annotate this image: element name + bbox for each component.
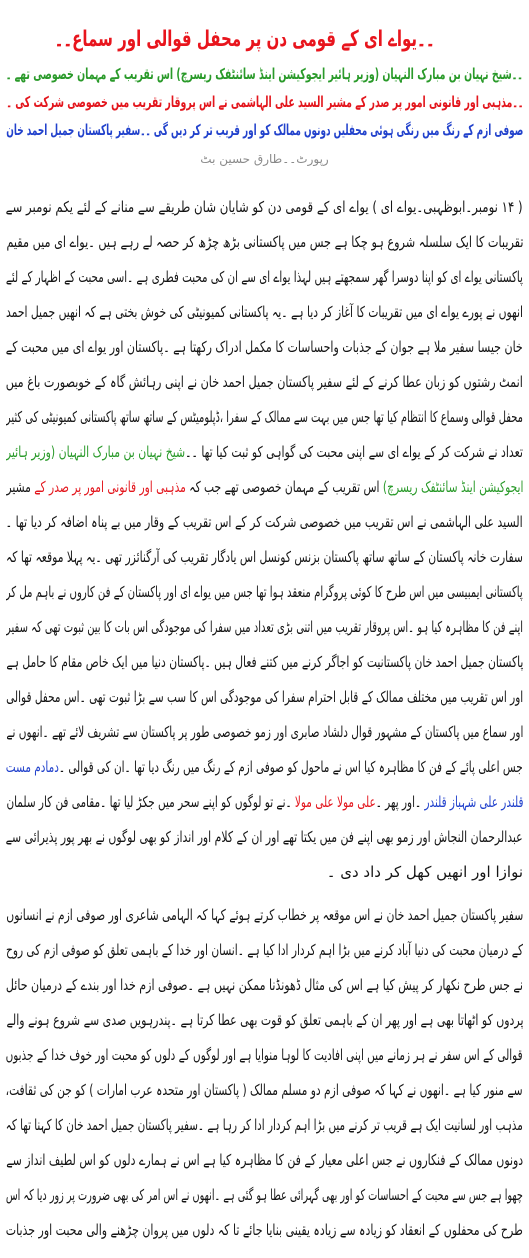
line-text: چھوا ہے جس سے محبت کے احساسات کو اور بھی گہرائی عطا ہو گئی ہے ۔انھوں نے اس امر کی بھی ضرورت پر زور دیا کہ اس — [6, 1186, 523, 1204]
line-text: پاکستانی یواے ای کو اپنا دوسرا گھر سمجھتے ہیں لہذا یواے ای سے ان کی محبت فطری ہے ۔اسی محبت کے اظہار کے لئے — [6, 268, 523, 286]
article-line — [6, 330, 523, 365]
line-segment: مشیر — [6, 478, 34, 496]
line-text: پاکستانی ایمبیسی میں اس طرح کا کوئی پروگرام منعقد ہوا تھا جس میں یواے ای اور پاکستان کے فن کاروں نے باہم مل کر — [6, 583, 523, 601]
article-line — [6, 400, 523, 435]
paragraph — [6, 190, 523, 890]
line-text: پردوں کو اٹھاتا بھی ہے اور پھر ان کے باہمی تعلق کو قوت بھی عطا کرتا ہے ۔پندرہویں صدی سے شروع ہونے والے — [6, 1011, 523, 1029]
line-text: انمٹ رشتوں کو زبان عطا کرنے کے لئے سفیر پاکستان جمیل احمد خان نے اپنی رہائش گاہ کے خوبصورت باغ میں — [6, 373, 523, 391]
article-line — [6, 855, 523, 890]
line-text: طرح کی محفلوں کے انعقاد کو زیادہ سے زیادہ یقینی بنایا جائے تا کہ دلوں میں پروان چڑھنے والی محبت اور جذبات — [6, 1221, 523, 1239]
article-line — [6, 610, 523, 645]
article-line — [6, 540, 523, 575]
highlighted-qawwali: علی مولا علی مولا — [294, 793, 376, 811]
line-text: محفل قوالی وسماع کا انتظام کیا تھا جس میں بہت سے ممالک کے سفرا ،ڈپلومیٹس کے ساتھ ساتھ پاکستانی کمیونیٹی کی کثیر — [6, 408, 523, 426]
line-segment: تعداد نے شرکت کر کے یواے ای سے اپنی محبت کی گواہی کو ثبت کیا تھا ۔۔ — [185, 443, 523, 461]
subheadline-text: صوفی ازم کے رنگ میں رنگی ہوئی محفلیں دونوں ممالک کو اور قریب تر کر دیں گی ۔۔سفیر پاکستان جمیل احمد خان — [6, 121, 523, 139]
highlighted-qawwali: قلندر علی شہباز قلندر — [423, 793, 523, 811]
article-line — [6, 435, 523, 470]
line-text: اور سماع میں پاکستان کے مشہور قوال دلشاد صابری اور زمو خصوصی طور پر پاکستان سے تشریف لائے تھے ۔انھوں نے — [6, 723, 523, 741]
article-line — [6, 505, 523, 540]
line-text: دونوں ممالک کے فنکاروں نے جس اعلی معیار کے فن کا مظاہرہ کیا ہے اس نے ہمارے دلوں کو اس لطیف انداز سے — [6, 1151, 523, 1169]
highlighted-qawwali: دمادم مست — [6, 758, 60, 776]
highlighted-title: مذہبی اور قانونی امور پر صدر کے — [33, 478, 186, 496]
article-line — [6, 1143, 523, 1178]
article-line — [6, 1108, 523, 1143]
line-text: نے جس طرح نکھار کر پیش کیا ہے اس کی مثال ڈھونڈنا ممکن نہیں ہے ۔صوفی ازم خدا اور بندے کے درمیان حائل — [6, 976, 523, 994]
line-text: ( ۱۴ نومبر۔ابوظہبی۔یواے ای ) یواے ای کے قومی دن کو شایان شان طریقے سے منانے کے لئے یکم نومبر سے — [6, 198, 523, 216]
article-line — [6, 750, 523, 785]
article-line — [6, 190, 523, 225]
paragraph — [6, 898, 523, 1248]
line-text: مذہب اور لسانیت ایک ہے قریب تر کرنے میں بڑا اہم کردار ادا کر رہا ہے ۔سفیر پاکستان جمیل احمد خان کا کہنا تھا کہ — [6, 1116, 523, 1134]
line-text: سفیر پاکستان جمیل احمد خان نے اس موقعہ پر خطاب کرتے ہوئے کہا کہ الہامی شاعری اور صوفی ازم نے انسانوں — [6, 906, 523, 924]
article-line — [6, 260, 523, 295]
subheadline-ambassador-quote — [6, 116, 523, 144]
byline-text: رپورٹ۔۔طارق حسین بٹ — [200, 152, 329, 166]
article-line — [6, 295, 523, 330]
article-line — [6, 968, 523, 1003]
line-segment: ۔نے تو لوگوں کو اپنے سحر میں جکڑ لیا تھا ۔مقامی فن کار سلمان — [6, 793, 295, 811]
article-line — [6, 225, 523, 260]
article-body — [6, 190, 523, 1248]
line-text: عبدالرحمان النجاش اور زمو بھی اپنے فن میں یکتا تھے اور ان کے کلام اور انداز کو بھی لوگوں نے بھر پور پذیرائی سے — [6, 828, 523, 846]
line-text: تقریبات کا ایک سلسلہ شروع ہو چکا ہے جس میں پاکستانی بڑھ چڑھ کر حصہ لے رہے ہیں ۔یواے ای میں مقیم — [6, 233, 523, 251]
line-text: کے درمیان محبت کی دنیا آباد کرنے میں بڑا اہم کردار ادا کیا ہے ۔انسان اور خدا کے باہمی تعلق کو صوفی ازم کی روح — [6, 941, 523, 959]
article-title — [6, 20, 523, 60]
article-line — [6, 1213, 523, 1248]
byline — [6, 145, 523, 173]
line-segment: ۔اور پھر ۔ — [375, 793, 424, 811]
line-text: پاکستان جمیل احمد خان پاکستانیت کو اجاگر کرنے میں کتنے فعال ہیں ۔پاکستان دنیا میں ایک خاص مقام کا حامل ہے — [6, 653, 523, 671]
line-text: اپنے فن کا مظاہرہ کیا ہو ۔اس پروقار تقریب میں اتنی بڑی تعداد میں سفرا کی موجودگی اس بات کا بین ثبوت تھی کہ سفیر — [6, 618, 523, 636]
article-line — [6, 715, 523, 750]
line-text — [6, 750, 523, 785]
article-line — [6, 933, 523, 968]
article-title-text: ۔۔یواے ای کے قومی دن پر محفل قوالی اور سماع۔۔ — [54, 27, 435, 52]
article-line — [6, 1038, 523, 1073]
line-text: خان جیسا سفیر ملا ہے جوان کے جذبات واحساسات کا مکمل ادراک رکھتا ہے ۔پاکستان اور یواے ای میں محبت کے — [6, 338, 523, 356]
line-text: قوالی کے اس سفر نے ہر زمانے میں اپنی افادیت کا لوہا منوایا ہے اور لوگوں کے دلوں کو محبت اور خوف خدا کے جذبوں — [6, 1046, 523, 1064]
article-line — [6, 1178, 523, 1213]
article-line — [6, 1073, 523, 1108]
highlighted-name: شیخ نہیان بن مبارک النہیان (وزیر ہائیر — [6, 443, 186, 461]
article-line — [6, 470, 523, 505]
article-line — [6, 575, 523, 610]
article-line — [6, 898, 523, 933]
article-line — [6, 645, 523, 680]
article-line — [6, 680, 523, 715]
line-text: السید علی الہاشمی نے اس تقریب میں خصوصی شرکت کر کے اس تقریب کے وقار میں بے پناہ اضافہ کر دیا تھا ۔ — [6, 513, 523, 531]
line-text — [6, 785, 523, 820]
line-text: انھوں نے پورے یواے ای میں تقریبات کا آغاز کر دیا ہے ۔یہ پاکستانی کمیونیٹی کی خوش بختی ہے کہ انھیں جمیل احمد — [6, 303, 523, 321]
line-segment: اس تقریب کے مہمان خصوصی تھے جب کہ — [185, 478, 383, 496]
highlighted-name: ایجوکیشن اینڈ سائنٹفک ریسرچ) — [382, 478, 523, 496]
subheadline-text: ۔۔مذہبی اور قانونی امور پر صدر کے مشیر السید علی الہاشمی نے اس پروقار تقریب میں خصوصی شرکت کی ۔ — [6, 93, 523, 111]
article-line — [6, 785, 523, 820]
subheadline-chief-guest — [6, 60, 523, 88]
article-line — [6, 1003, 523, 1038]
line-text: نوازا اور انھیں کھل کر داد دی ۔ — [326, 863, 523, 881]
line-text: سے منور کیا ہے ۔انھوں نے کہا کہ صوفی ازم دو مسلم ممالک ( پاکستان اور متحدہ عرب امارات ) کو جن کی ثقافت، — [6, 1081, 523, 1099]
line-text: سفارت خانہ پاکستان کے ساتھ ساتھ پاکستان بزنس کونسل اس یادگار تقریب کی آرگنائزر تھی ۔یہ پہلا موقعہ تھا کہ — [6, 548, 523, 566]
line-text — [6, 435, 523, 470]
line-text: اور اس تقریب میں مختلف ممالک کے قابل احترام سفرا کی موجودگی اس کا سب سے بڑا ثبوت تھی ۔اس محفل قوالی — [6, 688, 523, 706]
line-text — [6, 470, 523, 505]
line-segment: جس اعلی پائے کے فن کا مظاہرہ کیا اس نے ماحول کو صوفی ازم کے رنگ میں رنگ دیا تھا ۔ان کی قوالی ۔ — [59, 758, 523, 776]
subheadline-special-guest — [6, 88, 523, 116]
article-line — [6, 365, 523, 400]
article-line — [6, 820, 523, 855]
subheadline-text: ۔۔شیخ نہیان بن مبارک النہیان (وزیر ہائیر ایجوکیشن اینڈ سائنٹفک ریسرچ) اس تقریب کے مہمان خصوصی تھے ۔ — [6, 65, 523, 83]
